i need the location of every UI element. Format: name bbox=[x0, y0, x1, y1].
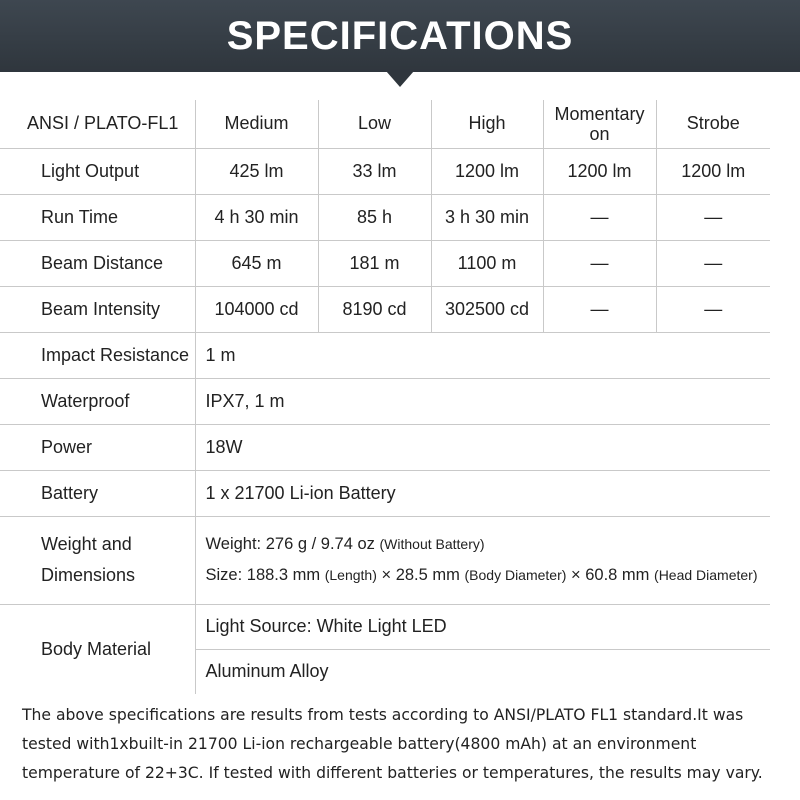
row-label: Beam Intensity bbox=[0, 286, 195, 332]
battery-value: 1 x 21700 Li-ion Battery bbox=[195, 470, 770, 516]
column-header: High bbox=[431, 100, 543, 148]
row-label: Impact Resistance bbox=[0, 332, 195, 378]
column-header: Low bbox=[318, 100, 431, 148]
body-material-row bbox=[0, 604, 770, 649]
weight-dimensions-row bbox=[0, 516, 770, 604]
table-cell: 4 h 30 min bbox=[195, 194, 318, 240]
column-header: Strobe bbox=[686, 113, 740, 134]
column-header: Medium bbox=[195, 100, 318, 148]
weight-dimensions-value bbox=[195, 516, 770, 604]
size-length: Size: 188.3 mm bbox=[205, 566, 321, 584]
weight-line bbox=[206, 529, 771, 560]
table-cell: 645 m bbox=[195, 240, 318, 286]
size-body: × 28.5 mm bbox=[381, 566, 460, 584]
table-cell: — bbox=[656, 286, 770, 332]
footnote: The above specifications are results from tests according to ANSI/PLATO FL1 standard.It was tested with1xbuilt-in 21700 Li-ion rechargeable battery(4800 mAh) at an environment temperature of 22+3C. If tested with different batteries or temperatures, the results may vary. bbox=[22, 706, 763, 782]
table-row bbox=[0, 194, 770, 240]
table-cell: 1200 lm bbox=[656, 148, 770, 194]
table-cell: — bbox=[656, 240, 770, 286]
row-label: Light Output bbox=[0, 148, 195, 194]
label-line: Weight and bbox=[41, 534, 132, 554]
impact-resistance-row bbox=[0, 332, 770, 378]
row-label: Body Material bbox=[0, 604, 195, 694]
table-row bbox=[0, 148, 770, 194]
table-cell: 85 h bbox=[318, 194, 431, 240]
table-cell: 1200 lm bbox=[543, 148, 656, 194]
table-cell: 33 lm bbox=[318, 148, 431, 194]
impact-resistance-value: 1 m bbox=[195, 332, 770, 378]
row-label: Battery bbox=[0, 470, 195, 516]
power-value: 18W bbox=[195, 424, 770, 470]
waterproof-row bbox=[0, 378, 770, 424]
size-head: × 60.8 mm bbox=[571, 566, 650, 584]
row-label: Power bbox=[0, 424, 195, 470]
table-header-row bbox=[0, 100, 770, 148]
banner-pointer bbox=[386, 71, 414, 87]
size-body-note: (Body Diameter) bbox=[464, 567, 567, 583]
column-header: Momentary on bbox=[543, 100, 656, 148]
waterproof-value: IPX7, 1 m bbox=[195, 378, 770, 424]
row-label: Run Time bbox=[0, 194, 195, 240]
table-cell: — bbox=[656, 194, 770, 240]
table-cell: — bbox=[543, 240, 656, 286]
table-cell: 181 m bbox=[318, 240, 431, 286]
row-label: Beam Distance bbox=[0, 240, 195, 286]
table-cell: — bbox=[543, 194, 656, 240]
table-cell: 104000 cd bbox=[195, 286, 318, 332]
table-cell: 3 h 30 min bbox=[431, 194, 543, 240]
table-cell: — bbox=[543, 286, 656, 332]
table-row bbox=[0, 240, 770, 286]
weight-dimensions-label bbox=[0, 516, 195, 604]
table-cell: 1200 lm bbox=[431, 148, 543, 194]
power-row bbox=[0, 424, 770, 470]
weight-note: (Without Battery) bbox=[379, 536, 485, 552]
table-cell: 8190 cd bbox=[318, 286, 431, 332]
weight-text: Weight: 276 g / 9.74 oz bbox=[205, 535, 375, 553]
size-line bbox=[206, 560, 771, 591]
label-line: Dimensions bbox=[41, 565, 136, 585]
row-label: Waterproof bbox=[0, 378, 195, 424]
size-head-note: (Head Diameter) bbox=[654, 567, 758, 583]
page-title: SPECIFICATIONS bbox=[226, 14, 574, 58]
specifications-table bbox=[0, 100, 770, 694]
table-row bbox=[0, 286, 770, 332]
battery-row bbox=[0, 470, 770, 516]
table-cell: 425 lm bbox=[195, 148, 318, 194]
table-cell: 302500 cd bbox=[431, 286, 543, 332]
size-length-note: (Length) bbox=[324, 567, 377, 583]
table-cell: 1100 m bbox=[431, 240, 543, 286]
light-source-value: Light Source: White Light LED bbox=[195, 604, 770, 649]
material-value: Aluminum Alloy bbox=[195, 649, 770, 694]
column-header: ANSI / PLATO-FL1 bbox=[0, 100, 195, 148]
